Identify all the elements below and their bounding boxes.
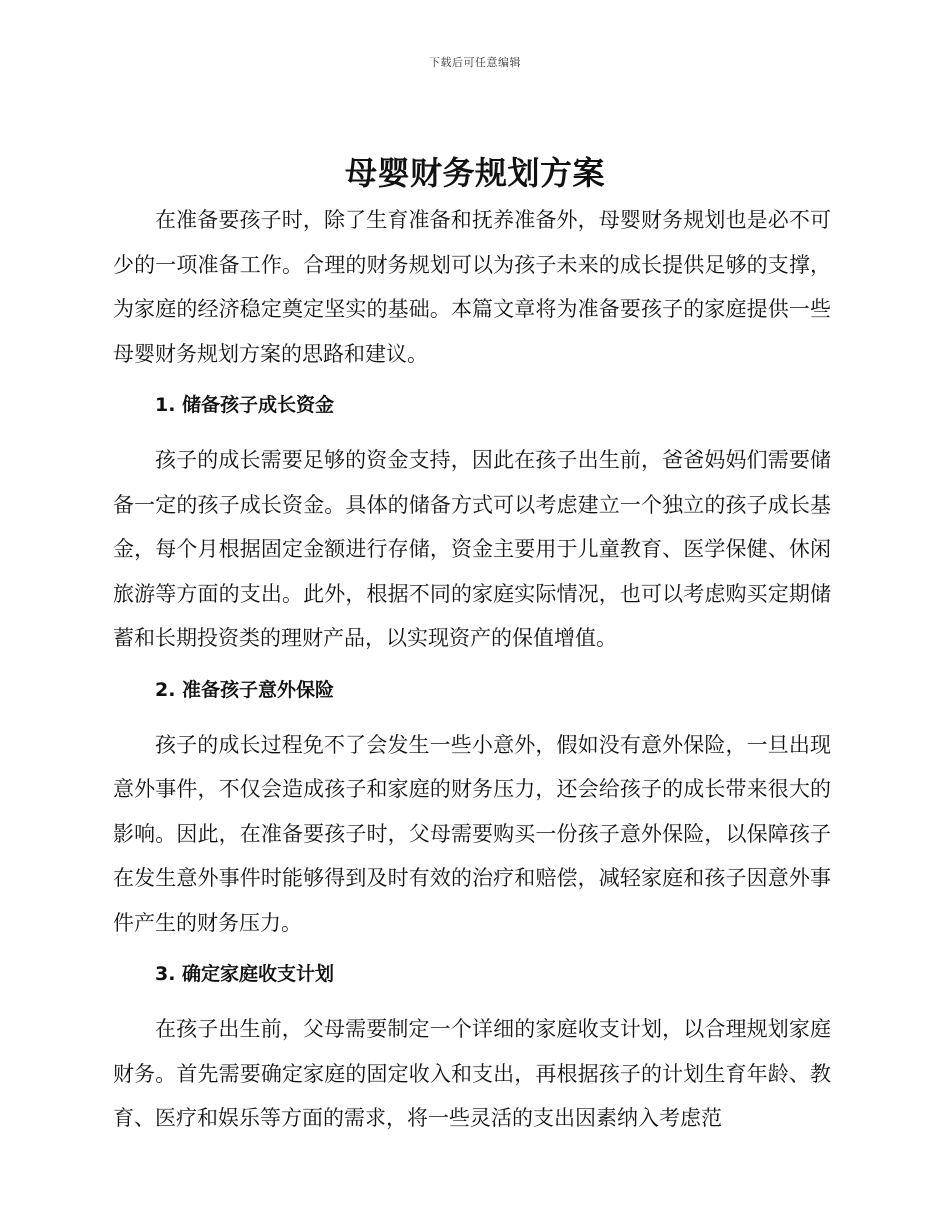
section-heading-1: 1. 储备孩子成长资金 bbox=[155, 394, 335, 416]
section-heading-3: 3. 确定家庭收支计划 bbox=[155, 963, 335, 985]
document-body bbox=[113, 198, 831, 1141]
intro-paragraph: 在准备要孩子时，除了生育准备和抚养准备外，母婴财务规划也是必不可少的一项准备工作。合理的财务规划可以为孩子未来的成长提供足够的支撑，为家庭的经济稳定奠定坚实的基础。本篇文章将为准备要孩子的家庭提供一些母婴财务规划方案的思路和建议。 bbox=[113, 208, 831, 366]
section-paragraph-2: 孩子的成长过程免不了会发生一些小意外，假如没有意外保险，一旦出现意外事件，不仅会造成孩子和家庭的财务压力，还会给孩子的成长带来很大的影响。因此，在准备要孩子时，父母需要购买一份孩子意外保险，以保障孩子在发生意外事件时能够得到及时有效的治疗和赔偿，减轻家庭和孩子因意外事件产生的财务压力。 bbox=[113, 732, 831, 935]
document-title: 母婴财务规划方案 bbox=[344, 154, 605, 192]
section-paragraph-3: 在孩子出生前，父母需要制定一个详细的家庭收支计划，以合理规划家庭财务。首先需要确定家庭的固定收入和支出，再根据孩子的计划生育年龄、教育、医疗和娱乐等方面的需求，将一些灵活的支出因素纳入考虑范 bbox=[113, 1017, 831, 1130]
header-note: 下载后可任意编辑 bbox=[429, 56, 521, 69]
section-heading-2: 2. 准备孩子意外保险 bbox=[155, 678, 335, 701]
section-paragraph-1: 孩子的成长需要足够的资金支持，因此在孩子出生前，爸爸妈妈们需要储备一定的孩子成长资金。具体的储备方式可以考虑建立一个独立的孩子成长基金，每个月根据固定金额进行存储，资金主要用于儿童教育、医学保健、休闲旅游等方面的支出。此外，根据不同的家庭实际情况，也可以考虑购买定期储蓄和长期投资类的理财产品，以实现资产的保值增值。 bbox=[113, 448, 831, 650]
